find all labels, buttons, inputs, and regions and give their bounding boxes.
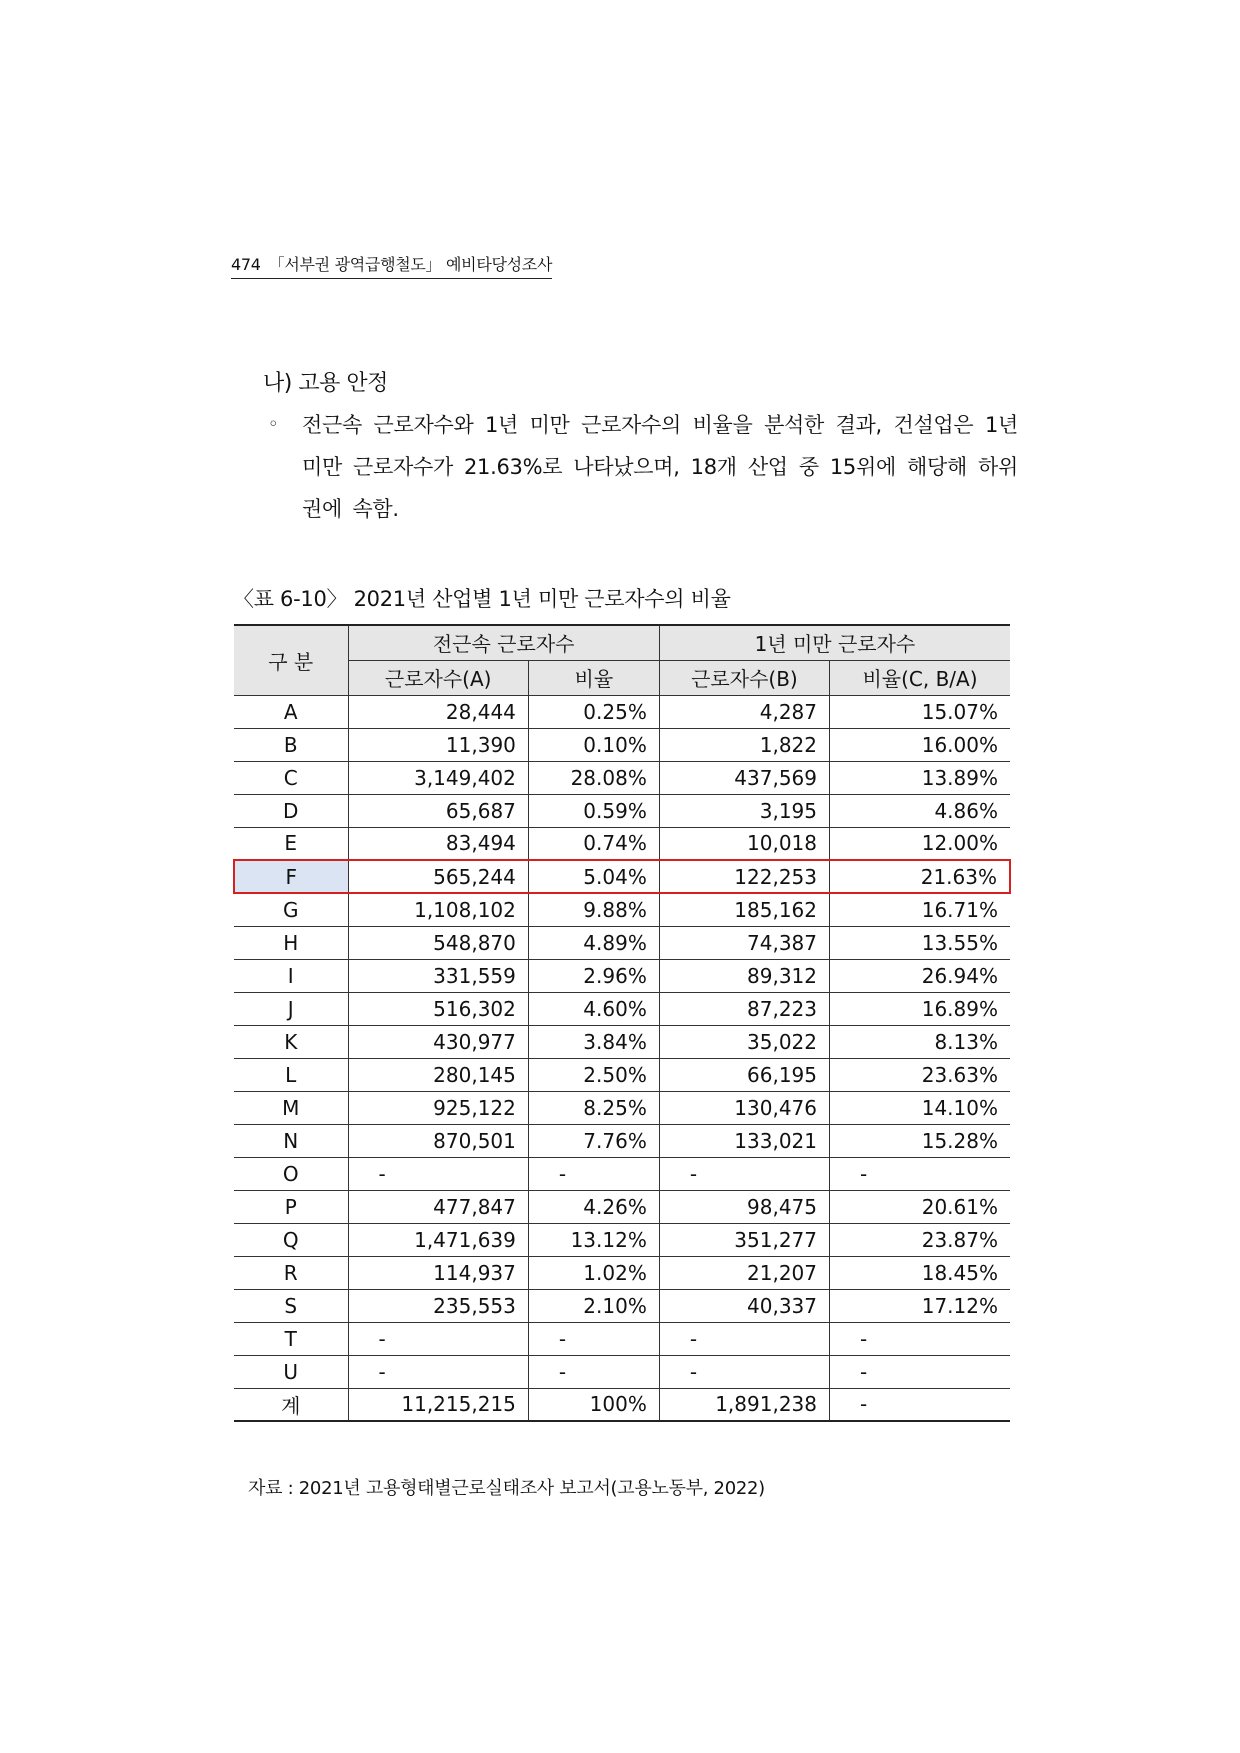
ratio-c-cell: 21.63% bbox=[830, 860, 1011, 893]
category-cell: P bbox=[234, 1190, 348, 1223]
ratio-c-cell: 16.89% bbox=[830, 992, 1011, 1025]
ratio-a-cell: 4.89% bbox=[528, 926, 659, 959]
ratio-c-cell: 4.86% bbox=[830, 794, 1011, 827]
workers-b-cell: 98,475 bbox=[659, 1190, 829, 1223]
workers-b-cell: 185,162 bbox=[659, 893, 829, 926]
category-cell: L bbox=[234, 1058, 348, 1091]
workers-b-cell: 35,022 bbox=[659, 1025, 829, 1058]
ratio-c-cell: - bbox=[830, 1388, 1011, 1421]
ratio-c-cell: 12.00% bbox=[830, 827, 1011, 860]
category-cell: M bbox=[234, 1091, 348, 1124]
header-workers-b: 근로자수(B) bbox=[659, 660, 829, 695]
workers-b-cell: 40,337 bbox=[659, 1289, 829, 1322]
ratio-a-cell: 100% bbox=[528, 1388, 659, 1421]
ratio-c-cell: 23.87% bbox=[830, 1223, 1011, 1256]
ratio-c-cell: 8.13% bbox=[830, 1025, 1011, 1058]
category-cell: I bbox=[234, 959, 348, 992]
workers-a-cell: 83,494 bbox=[348, 827, 528, 860]
category-cell: E bbox=[234, 827, 348, 860]
workers-b-cell: 3,195 bbox=[659, 794, 829, 827]
table-row bbox=[234, 959, 1010, 992]
ratio-a-cell: - bbox=[528, 1355, 659, 1388]
workers-a-cell: 65,687 bbox=[348, 794, 528, 827]
table-row bbox=[234, 1124, 1010, 1157]
category-cell: 계 bbox=[234, 1388, 348, 1421]
ratio-a-cell: 0.59% bbox=[528, 794, 659, 827]
workers-b-cell: 437,569 bbox=[659, 761, 829, 794]
workers-a-cell: 114,937 bbox=[348, 1256, 528, 1289]
workers-b-cell: 4,287 bbox=[659, 695, 829, 728]
table-body bbox=[234, 695, 1010, 1421]
ratio-a-cell: 0.10% bbox=[528, 728, 659, 761]
table-row bbox=[234, 1190, 1010, 1223]
category-cell: F bbox=[234, 860, 348, 893]
ratio-c-cell: 17.12% bbox=[830, 1289, 1011, 1322]
ratio-a-cell: 4.26% bbox=[528, 1190, 659, 1223]
workers-b-cell: 351,277 bbox=[659, 1223, 829, 1256]
header-gubun: 구 분 bbox=[234, 625, 348, 695]
workers-a-cell: 3,149,402 bbox=[348, 761, 528, 794]
workers-b-cell: 89,312 bbox=[659, 959, 829, 992]
workers-b-cell: 66,195 bbox=[659, 1058, 829, 1091]
ratio-a-cell: - bbox=[528, 1157, 659, 1190]
ratio-a-cell: 9.88% bbox=[528, 893, 659, 926]
category-cell: U bbox=[234, 1355, 348, 1388]
category-cell: Q bbox=[234, 1223, 348, 1256]
workers-a-cell: 331,559 bbox=[348, 959, 528, 992]
category-cell: C bbox=[234, 761, 348, 794]
table-row bbox=[234, 695, 1010, 728]
workers-a-cell: 1,471,639 bbox=[348, 1223, 528, 1256]
table-row bbox=[234, 1223, 1010, 1256]
workers-b-cell: 122,253 bbox=[659, 860, 829, 893]
category-cell: N bbox=[234, 1124, 348, 1157]
category-cell: J bbox=[234, 992, 348, 1025]
category-cell: D bbox=[234, 794, 348, 827]
workers-a-cell: 548,870 bbox=[348, 926, 528, 959]
page-header bbox=[231, 252, 552, 279]
workers-a-cell: 11,390 bbox=[348, 728, 528, 761]
ratio-c-cell: - bbox=[830, 1157, 1011, 1190]
ratio-c-cell: 16.71% bbox=[830, 893, 1011, 926]
ratio-c-cell: 18.45% bbox=[830, 1256, 1011, 1289]
ratio-c-cell: 13.89% bbox=[830, 761, 1011, 794]
ratio-a-cell: 0.74% bbox=[528, 827, 659, 860]
ratio-c-cell: 15.07% bbox=[830, 695, 1011, 728]
ratio-c-cell: - bbox=[830, 1322, 1011, 1355]
workers-a-cell: 28,444 bbox=[348, 695, 528, 728]
workers-a-cell: 565,244 bbox=[348, 860, 528, 893]
workers-b-cell: 10,018 bbox=[659, 827, 829, 860]
workers-a-cell: 235,553 bbox=[348, 1289, 528, 1322]
workers-a-cell: - bbox=[348, 1322, 528, 1355]
workers-b-cell: 87,223 bbox=[659, 992, 829, 1025]
category-cell: R bbox=[234, 1256, 348, 1289]
ratio-a-cell: 2.10% bbox=[528, 1289, 659, 1322]
header-ratio-c: 비율(C, B/A) bbox=[830, 660, 1011, 695]
table-row bbox=[234, 728, 1010, 761]
workers-b-cell: - bbox=[659, 1355, 829, 1388]
table-row bbox=[234, 860, 1010, 893]
ratio-a-cell: 1.02% bbox=[528, 1256, 659, 1289]
table-caption: 〈표 6-10〉 2021년 산업별 1년 미만 근로자수의 비율 bbox=[233, 587, 731, 611]
table-row bbox=[234, 992, 1010, 1025]
workers-a-cell: 11,215,215 bbox=[348, 1388, 528, 1421]
page-number: 474 bbox=[231, 255, 261, 274]
workers-a-cell: 516,302 bbox=[348, 992, 528, 1025]
workers-a-cell: 477,847 bbox=[348, 1190, 528, 1223]
workers-a-cell: 430,977 bbox=[348, 1025, 528, 1058]
ratio-a-cell: 28.08% bbox=[528, 761, 659, 794]
workers-a-cell: 925,122 bbox=[348, 1091, 528, 1124]
ratio-c-cell: 23.63% bbox=[830, 1058, 1011, 1091]
workers-a-cell: - bbox=[348, 1355, 528, 1388]
workers-b-cell: 74,387 bbox=[659, 926, 829, 959]
ratio-a-cell: 7.76% bbox=[528, 1124, 659, 1157]
workers-a-cell: 1,108,102 bbox=[348, 893, 528, 926]
ratio-a-cell: 2.50% bbox=[528, 1058, 659, 1091]
category-cell: K bbox=[234, 1025, 348, 1058]
source-note: 자료 : 2021년 고용형태별근로실태조사 보고서(고용노동부, 2022) bbox=[248, 1478, 765, 1499]
paragraph-text: 전근속 근로자수와 1년 미만 근로자수의 비율을 분석한 결과, 건설업은 1년 미만 근로자수가 21.63%로 나타났으며, 18개 산업 중 15위에 해당해 하위권에 속함. bbox=[302, 413, 1018, 521]
bullet-mark: ◦ bbox=[268, 414, 279, 435]
section-heading: 나) 고용 안정 bbox=[263, 371, 388, 396]
category-cell: T bbox=[234, 1322, 348, 1355]
ratio-c-cell: 26.94% bbox=[830, 959, 1011, 992]
workers-a-cell: - bbox=[348, 1157, 528, 1190]
category-cell: A bbox=[234, 695, 348, 728]
header-ratio-a: 비율 bbox=[528, 660, 659, 695]
workers-b-cell: 1,891,238 bbox=[659, 1388, 829, 1421]
workers-b-cell: 133,021 bbox=[659, 1124, 829, 1157]
table-row bbox=[234, 794, 1010, 827]
workers-b-cell: 21,207 bbox=[659, 1256, 829, 1289]
ratio-a-cell: 4.60% bbox=[528, 992, 659, 1025]
workers-b-cell: - bbox=[659, 1157, 829, 1190]
table-row bbox=[234, 926, 1010, 959]
table-row bbox=[234, 1355, 1010, 1388]
report-title: 「서부권 광역급행철도」 예비타당성조사 bbox=[268, 255, 553, 274]
category-cell: H bbox=[234, 926, 348, 959]
ratio-c-cell: 14.10% bbox=[830, 1091, 1011, 1124]
ratio-a-cell: - bbox=[528, 1322, 659, 1355]
table-row bbox=[234, 1091, 1010, 1124]
workers-b-cell: 130,476 bbox=[659, 1091, 829, 1124]
table-row bbox=[234, 1388, 1010, 1421]
table-row bbox=[234, 1322, 1010, 1355]
ratio-c-cell: 13.55% bbox=[830, 926, 1011, 959]
table-row bbox=[234, 827, 1010, 860]
employment-ratio-table bbox=[233, 624, 1011, 1422]
table-row bbox=[234, 1157, 1010, 1190]
category-cell: G bbox=[234, 893, 348, 926]
category-cell: O bbox=[234, 1157, 348, 1190]
ratio-a-cell: 0.25% bbox=[528, 695, 659, 728]
header-total-workers: 전근속 근로자수 bbox=[348, 625, 659, 660]
ratio-a-cell: 2.96% bbox=[528, 959, 659, 992]
workers-a-cell: 280,145 bbox=[348, 1058, 528, 1091]
header-workers-a: 근로자수(A) bbox=[348, 660, 528, 695]
workers-b-cell: - bbox=[659, 1322, 829, 1355]
ratio-a-cell: 5.04% bbox=[528, 860, 659, 893]
bullet-paragraph bbox=[268, 404, 1018, 530]
ratio-a-cell: 13.12% bbox=[528, 1223, 659, 1256]
ratio-c-cell: 16.00% bbox=[830, 728, 1011, 761]
category-cell: S bbox=[234, 1289, 348, 1322]
workers-a-cell: 870,501 bbox=[348, 1124, 528, 1157]
ratio-c-cell: - bbox=[830, 1355, 1011, 1388]
table-row bbox=[234, 1256, 1010, 1289]
ratio-a-cell: 3.84% bbox=[528, 1025, 659, 1058]
workers-b-cell: 1,822 bbox=[659, 728, 829, 761]
table-row bbox=[234, 1289, 1010, 1322]
header-under-1y-workers: 1년 미만 근로자수 bbox=[659, 625, 1010, 660]
ratio-c-cell: 20.61% bbox=[830, 1190, 1011, 1223]
table-row bbox=[234, 761, 1010, 794]
table-row bbox=[234, 1025, 1010, 1058]
table-row bbox=[234, 1058, 1010, 1091]
category-cell: B bbox=[234, 728, 348, 761]
ratio-c-cell: 15.28% bbox=[830, 1124, 1011, 1157]
table-row bbox=[234, 893, 1010, 926]
ratio-a-cell: 8.25% bbox=[528, 1091, 659, 1124]
